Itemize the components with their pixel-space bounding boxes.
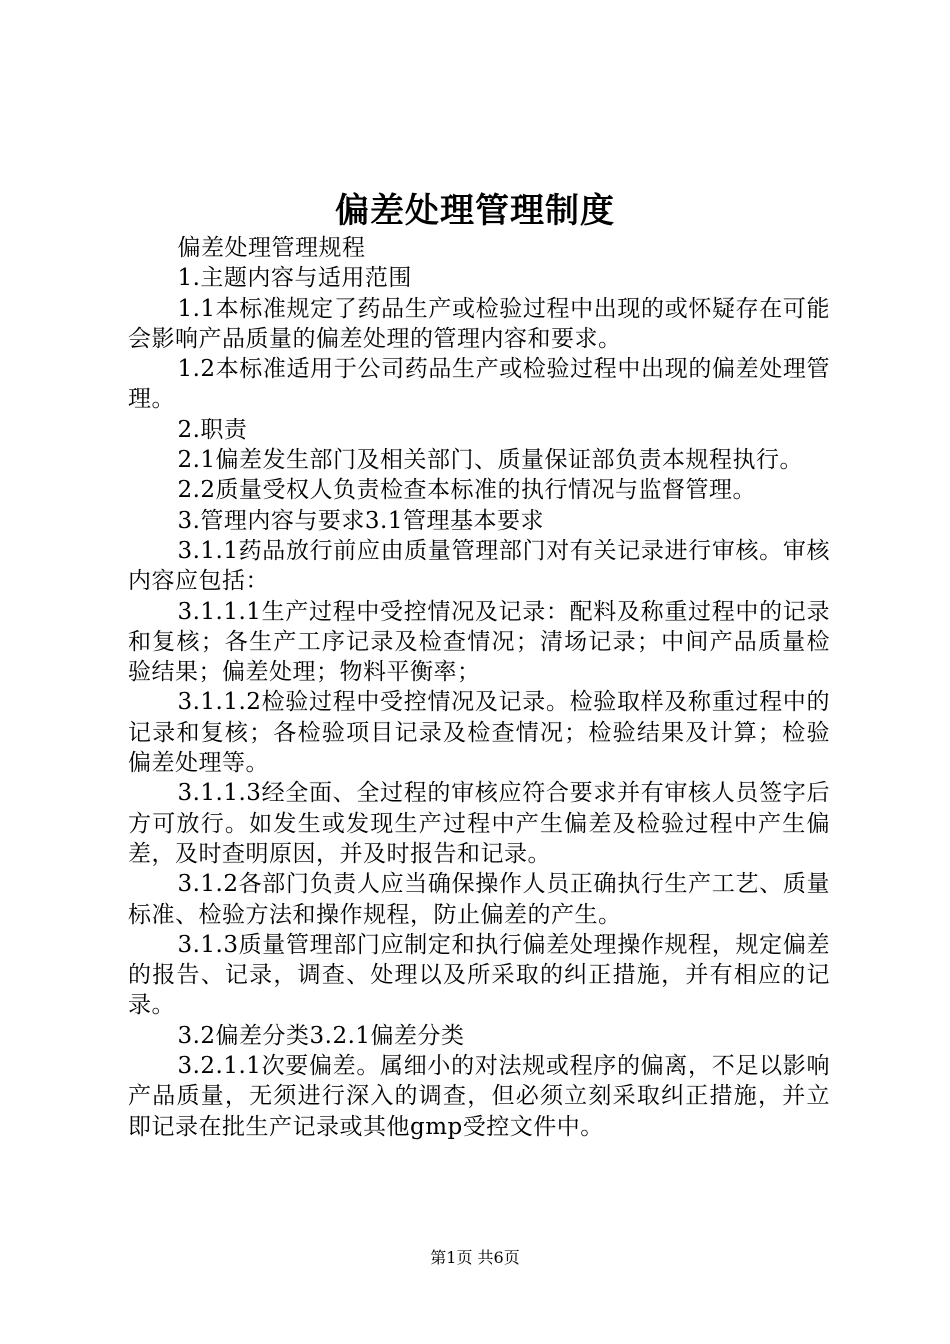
paragraph: 3.1.3质量管理部门应制定和执行偏差处理操作规程，规定偏差的报告、记录，调查、处理以及所采取的纠正措施，并有相应的记录。 bbox=[128, 931, 830, 1019]
document-body bbox=[128, 233, 830, 1142]
section-heading: 3.2偏差分类3.2.1偏差分类 bbox=[177, 1022, 465, 1049]
paragraph: 偏差处理管理规程 bbox=[177, 235, 366, 261]
paragraph: 3.1.1.2检验过程中受控情况及记录。检验取样及称重过程中的记录和复核；各检验项目记录及检查情况；检验结果及计算；检验偏差处理等。 bbox=[128, 689, 830, 777]
paragraph: 2.2质量受权人负责检查本标准的执行情况与监督管理。 bbox=[177, 477, 757, 504]
paragraph: 3.1.2各部门负责人应当确保操作人员正确执行生产工艺、质量标准、检验方法和操作规程，防止偏差的产生。 bbox=[128, 871, 830, 928]
document-title: 偏差处理管理制度 bbox=[335, 191, 615, 231]
page-number-footer: 第1页 共6页 bbox=[430, 1248, 520, 1267]
paragraph: 3.2.1.1次要偏差。属细小的对法规或程序的偏离，不足以影响产品质量，无须进行深入的调查，但必须立刻采取纠正措施，并立即记录在批生产记录或其他gmp受控文件中。 bbox=[128, 1053, 830, 1140]
paragraph: 3.1.1.1生产过程中受控情况及记录：配料及称重过程中的记录和复核；各生产工序记录及检查情况；清场记录；中间产品质量检验结果；偏差处理；物料平衡率； bbox=[128, 598, 830, 686]
paragraph: 3.1.1药品放行前应由质量管理部门对有关记录进行审核。审核内容应包括： bbox=[128, 537, 830, 595]
paragraph: 1.2本标准适用于公司药品生产或检验过程中出现的偏差处理管理。 bbox=[128, 356, 830, 413]
section-heading: 2.职责 bbox=[177, 416, 248, 443]
paragraph: 2.1偏差发生部门及相关部门、质量保证部负责本规程执行。 bbox=[177, 447, 804, 474]
paragraph: 1.1本标准规定了药品生产或检验过程中出现的或怀疑存在可能会影响产品质量的偏差处理的管理内容和要求。 bbox=[128, 295, 830, 352]
section-heading: 3.管理内容与要求3.1管理基本要求 bbox=[177, 507, 544, 534]
section-heading: 1.主题内容与适用范围 bbox=[177, 265, 412, 292]
paragraph: 3.1.1.3经全面、全过程的审核应符合要求并有审核人员签字后方可放行。如发生或发现生产过程中产生偏差及检验过程中产生偏差，及时查明原因，并及时报告和记录。 bbox=[128, 780, 830, 867]
